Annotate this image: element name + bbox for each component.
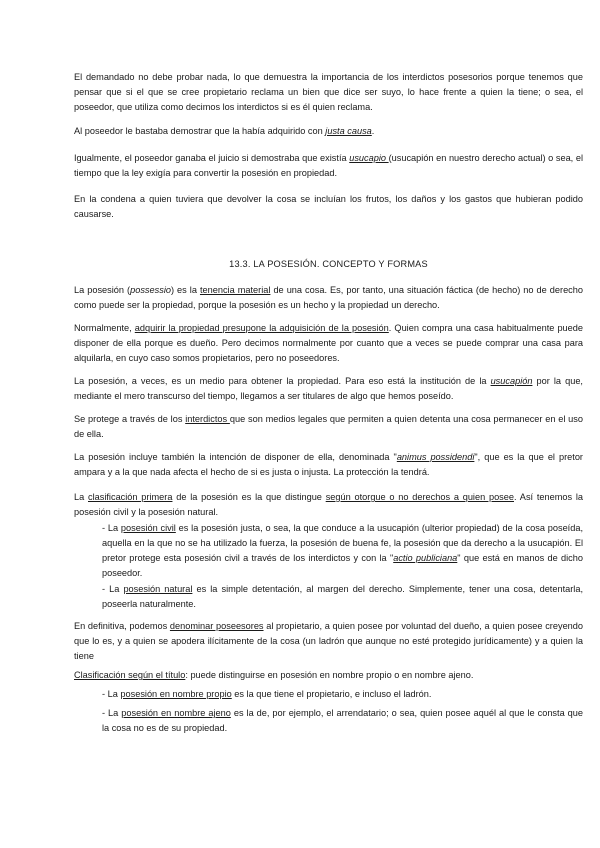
paragraph-usucapion [74,374,583,404]
text: de la posesión es la que distingue [172,492,326,502]
text: - La [102,689,121,699]
text: Normalmente, [74,323,135,333]
paragraph-en-definitiva [74,619,583,664]
text: Al poseedor le bastaba demostrar que la había adquirido con [74,126,326,136]
text: es la que tiene el propietario, e incluso el ladrón. [231,689,432,699]
text: al propietario, a quien posee por voluntad del dueño, a quien posee creyendo que lo es, y a quien se apodera ilícitamente de la cosa (un ladrón que aunque no esté protegido jurídicamente) y a quien la tiene [74,621,584,661]
paragraph-usucapio [74,151,583,181]
term-posesion-natural: posesión natural [123,584,193,594]
text: ", que es la que el pretor ampara y a la que nada afecta el hecho de si es justa o injusta. La protección la tendrá. [74,452,583,477]
term-actio-publiciana: actio publiciana [393,553,458,563]
text: . Quien compra una casa habitualmente puede disponer de ella porque es dueño. Pero decimos normalmente por cuanto que a veces se puede comprar una casa para alquilarla, en cuyo caso somos propietarios, pero no poseedores. [74,323,583,363]
term-animus-possidendi: animus possidendi [396,452,475,462]
text: - La [102,523,121,533]
term-tenencia-material: tenencia material [199,285,271,295]
text: que son medios legales que permiten a quien detenta una cosa permanecer en el uso de ella. [74,414,583,439]
term-interdictos: interdictos [185,414,230,424]
section-title: 13.3. LA POSESIÓN. CONCEPTO Y FORMAS [229,259,428,269]
term-segun-otorgue: según otorgue o no derechos a quien posee [325,492,514,502]
text: : puede distinguirse en posesión en nombre propio o en nombre ajeno. [185,670,474,680]
text: (usucapión en nuestro derecho actual) o sea, el tiempo que la ley exigía para convertir la posesión en propiedad. [74,153,583,178]
text: En definitiva, podemos [74,621,170,631]
text: La posesión incluye también la intención de disponer de ella, denominada " [74,452,397,462]
paragraph-clasificacion-primera [74,490,583,520]
term-clasificacion-primera: clasificación primera [88,492,173,502]
list-item-nombre-propio [102,687,583,702]
text: La posesión ( [74,285,131,295]
list-item-nombre-ajeno [102,706,583,736]
text: . Así tenemos la posesión civil y la posesión natural. [74,492,584,517]
paragraph-clasificacion-titulo [74,668,583,683]
paragraph-justa-causa [74,124,583,139]
paragraph-interdictos: El demandado no debe probar nada, lo que demuestra la importancia de los interdictos posesorios porque tenemos que pensar que si el que se cree propietario reclama un bien que dice ser suyo, lo hace frente a quien la tiene; o sea, el poseedor, que utiliza como decimos los interdictos si es él quien reclama. [74,72,583,112]
text: - La [102,708,122,718]
paragraph-posesion-definicion [74,283,583,313]
term-posesion-civil: posesión civil [120,523,176,533]
paragraph-interdictos-proteccion [74,412,583,442]
term-adquirir-propiedad: adquirir la propiedad presupone la adquisición de la posesión [134,323,389,333]
text: . [371,126,375,136]
text: Igualmente, el poseedor ganaba el juicio si demostraba que existía [74,153,350,163]
term-justa-causa: justa causa [325,126,372,136]
text: - La [102,584,124,594]
text: Se protege a través de los [74,414,186,424]
text: es la simple detentación, al margen del derecho. Simplemente, tener una cosa, detentarla, poseerla naturalmente. [102,584,584,609]
term-posesion-nombre-propio: posesión en nombre propio [120,689,232,699]
paragraph-animus [74,450,583,480]
term-clasificacion-titulo: Clasificación según el título [74,670,186,680]
text: es la de, por ejemplo, el arrendatario; o sea, quien posee aquél al que le consta que la cosa no es de su propiedad. [102,708,584,733]
text: por la que, mediante el mero transcurso del tiempo, llegamos a ser titulares de algo que hemos poseído. [74,376,583,401]
paragraph-normalmente [74,321,583,366]
term-posesion-nombre-ajeno: posesión en nombre ajeno [121,708,231,718]
term-denominar-poseesores: denominar poseesores [169,621,264,631]
text: " que está en manos de dicho poseedor. [102,553,583,578]
term-usucapion: usucapión [490,376,533,386]
text: La posesión, a veces, es un medio para obtener la propiedad. Para eso está la institución de la [74,376,491,386]
text: de una cosa. Es, por tanto, una situación fáctica (de hecho) no de derecho como puede ser la propiedad, porque la posesión es un hecho y la propiedad un derecho. [74,285,583,310]
text: La [74,492,88,502]
list-item-posesion-civil [102,521,583,581]
paragraph-condena: En la condena a quien tuviera que devolver la cosa se incluían los frutos, los daños y los gastos que hubieran podido causarse. [74,194,583,219]
list-item-posesion-natural [102,582,583,612]
term-usucapio: usucapio [349,153,389,163]
term-possessio: possessio [130,285,171,295]
text: ) es la [170,285,200,295]
text: es la posesión justa, o sea, la que conduce a la usucapión (ulterior propiedad) de la cosa poseída, aquella en la que no se ha utilizado la fuerza, la posesión de buena fe, la posesión que da derecho a la usucapión. El pretor protege esta posesión civil a través de los interdictos y con la " [102,523,583,563]
